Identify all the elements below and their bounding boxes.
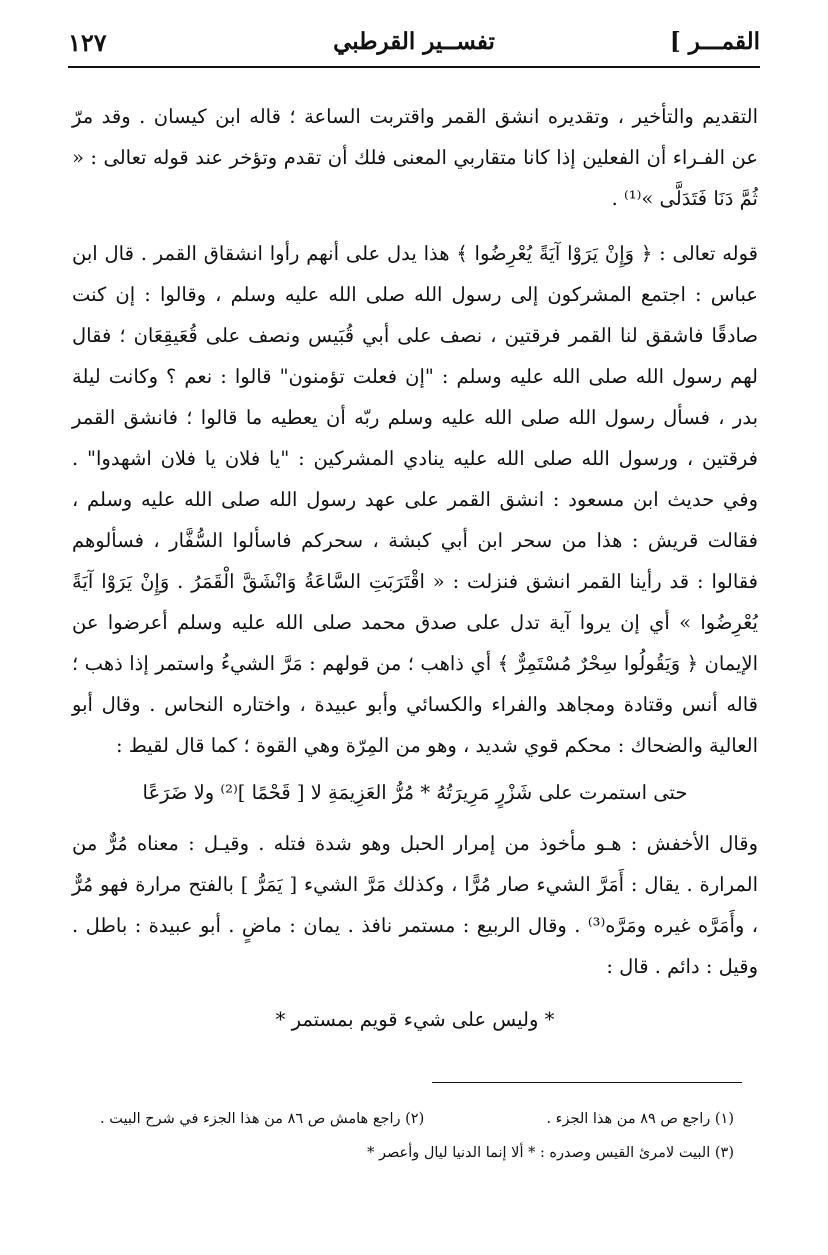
page-header — [68, 26, 760, 64]
footnote-row — [100, 1136, 734, 1170]
footnote-2: (٢) راجع هامش ص ٨٦ من هذا الجزء في شرح البيت . — [100, 1111, 425, 1127]
footnote-1: (١) راجع ص ٨٩ من هذا الجزء . — [546, 1111, 734, 1127]
footnote-row — [100, 1102, 734, 1136]
main-text — [72, 96, 758, 1040]
poetry-verse: * وليس على شيء قويم بمستمر * — [275, 1008, 555, 1031]
paragraph: قوله تعالى : ﴿ وَإِنْ يَرَوْا آيَةً يُعْرِضُوا ﴾ هذا يدل على أنهم رأوا انشقاق القمر . قال ابن عباس : اجتمع المشركون إلى رسول الله صلى الله عليه وسلم ، وقالوا : إن كنت صادقًا فاشقق لنا القمر فرقتين ، نصف على أبي قُبَيس ونصف على قُعَيقِعَان ؛ فقال لهم رسول الله صلى الله عليه وسلم : "إن فعلت تؤمنون" قالوا : نعم ؟ وكانت ليلة بدر ، فسأل رسول الله صلى الله عليه وسلم ربّه أن يعطيه ما قالوا ؛ فانشق القمر فرقتين ، ورسول الله صلى الله عليه ينادي المشركين : "يا فلان يا فلان اشهدوا" . وفي حديث ابن مسعود : انشق القمر على عهد رسول الله صلى الله عليه وسلم ، فقالت قريش : هذا من سحر ابن أبي كبشة ، سحركم فاسألوا السُّفَّار ، فسألوهم فقالوا : قد رأينا القمر انشق فنزلت : « اقْتَرَبَتِ السَّاعَةُ وَانْشَقَّ الْقَمَرُ . وَإِنْ يَرَوْا آيَةً يُعْرِضُوا » أي إن يروا آية تدل على صدق محمد صلى الله عليه وسلم أعرضوا عن الإيمان ﴿ وَيَقُولُوا سِحْرٌ مُسْتَمِرٌّ ﴾ أي ذاهب ؛ من قولهم : مَرَّ الشيءُ واستمر إذا ذهب ؛ قاله أنس وقتادة ومجاهد والفراء والكسائي وأبو عبيدة ، واختاره النحاس . وقال أبو العالية والضحاك : محكم قوي شديد ، وهو من المِرّة وهي القوة ؛ كما قال لقيط : — [72, 242, 758, 757]
footnote-3: (٣) البيت لامرئ القيس وصدره : * ألا إنما الدنيا ليال وأعصر * — [367, 1145, 734, 1161]
footnote-rule — [432, 1082, 742, 1083]
book-title: تفســير القرطبي — [333, 28, 495, 55]
page-number: ١٢٧ — [68, 28, 107, 57]
paragraph: وقال الأخفش : هـو مأخوذ من إمرار الحبل وهو شدة فتله . وقيـل : معناه مُرٌّ من المرارة . يقال : أَمَرَّ الشيء صار مُرًّا ، وكذلك مَرَّ الشيء [ يَمَرُّ ] بالفتح مرارة فهو مُرٌّ ، وأَمَرَّه غيره ومَرَّه⁽³⁾ . وقال الربيع : مستمر نافذ . يمان : ماضٍ . أبو عبيدة : باطل . وقيل : دائم . قال : — [72, 832, 758, 978]
poetry-verse: حتى استمرت على شَزْرٍ مَرِيرَتُهُ * مُرُّ العَزِيمَةِ لا [ قَحْمًا ]⁽²⁾ ولا ضَرَعًا — [142, 781, 688, 804]
chapter-name: القمـــر ] — [669, 28, 760, 55]
header-rule — [68, 66, 760, 68]
paragraph: التقديم والتأخير ، وتقديره انشق القمر واقتربت الساعة ؛ قاله ابن كيسان . وقد مرّ عن الفـراء أن الفعلين إذا كانا متقاربي المعنى فلك أن تقدم وتؤخر عند قوله تعالى : « ثُمَّ دَنَا فَتَدَلَّى »⁽¹⁾ . — [72, 105, 758, 210]
footnotes — [100, 1102, 734, 1170]
